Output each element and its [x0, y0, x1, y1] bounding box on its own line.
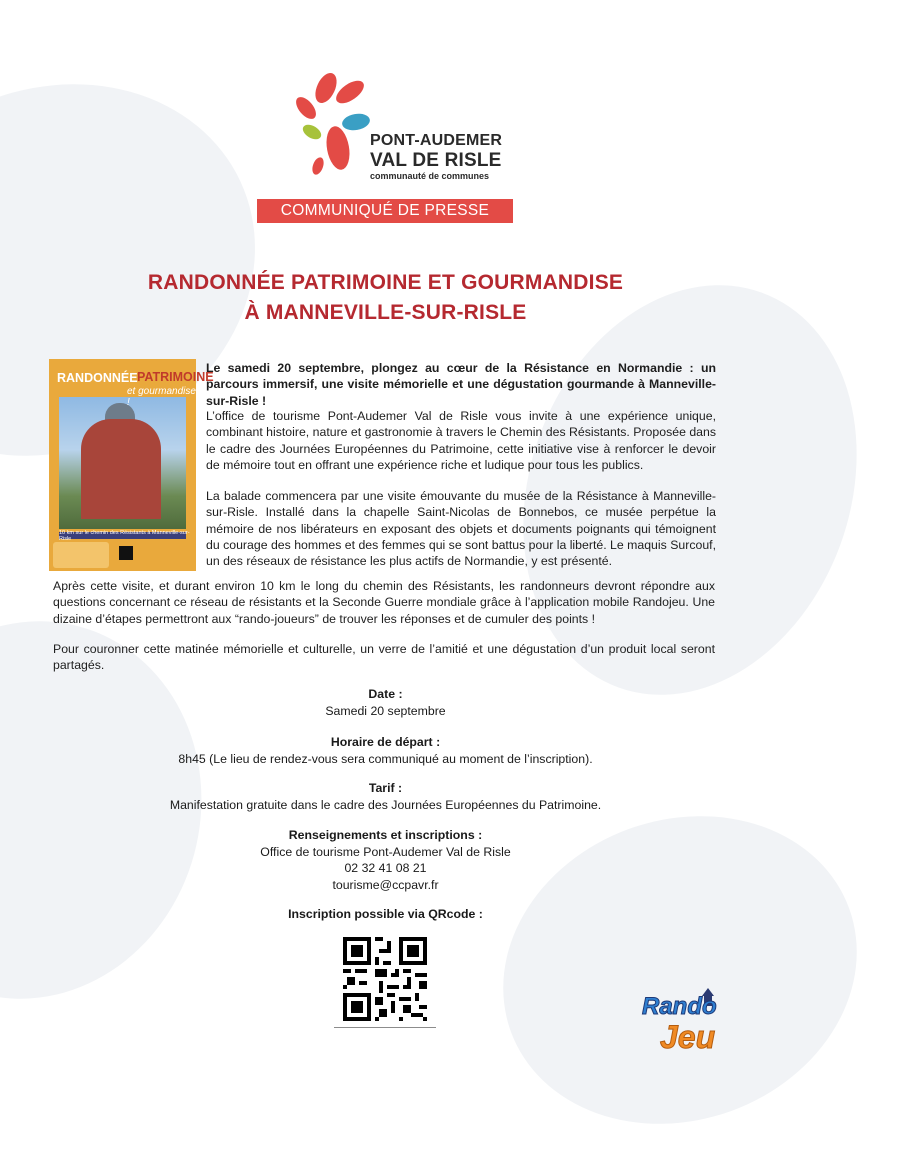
qr-code-icon[interactable] [343, 937, 427, 1021]
logo-line2: VAL DE RISLE [370, 150, 502, 171]
horaire-label: Horaire de départ : [330, 735, 441, 749]
date-label: Date : [368, 687, 403, 701]
logo-line1: PONT-AUDEMER [370, 132, 503, 149]
poster-qr-icon [119, 546, 133, 560]
intro-paragraph: Le samedi 20 septembre, plongez au cœur de la Résistance en Normandie : un parcours immersif, une visite mémorielle et une dégustation gourmande à Manneville-sur-Risle ! [206, 361, 716, 408]
contact-email[interactable]: tourisme@ccpavr.fr [332, 877, 439, 892]
event-poster-image [49, 359, 214, 571]
qr-block [0, 906, 771, 923]
horaire-value: 8h45 (Le lieu de rendez-vous sera communiqué au moment de l’inscription). [178, 751, 593, 766]
logo-line3: communauté de communes [370, 171, 490, 181]
contact-phone: 02 32 41 08 21 [344, 861, 427, 875]
press-release-badge: COMMUNIQUÉ DE PRESSE [257, 199, 513, 223]
cc-logo [292, 70, 512, 190]
tarif-value: Manifestation gratuite dans le cadre des Journées Européennes du Patrimoine. [169, 797, 602, 812]
paragraph-museum: La balade commencera par une visite émouvante du musée de la Résistance à Manneville-sur-Risle. Installé dans la chapelle Saint-Nicolas de Bonnebos, ce musée perpétue la mémoire de nos libérateurs en exposant des objets et documents poignants qui témoignent du courage des hommes et des femmes qui se sont battus pour la liberté. Le maquis Surcouf, un des réseaux de résistance les plus actifs de Normandie, y est présenté. [206, 489, 716, 569]
page-title-line1: RANDONNÉE PATRIMOINE ET GOURMANDISE [147, 271, 624, 294]
tarif-block [0, 780, 771, 813]
contact-block [0, 827, 771, 893]
contact-office: Office de tourisme Pont-Audemer Val de Risle [260, 844, 511, 859]
flower-logo-icon [292, 70, 372, 180]
paragraph-route: Après cette visite, et durant environ 10 km le long du chemin des Résistants, les randonneurs devront répondre aux questions concernant ce réseau de résistants et la Seconde Guerre mondiale grâce à l’application mobile Randojeu. Une dizaine d’étapes permettront aux “rando-joueurs” de trouver les réponses et de cumuler des points ! [53, 579, 715, 626]
poster-title-b: PATRIMOINE [137, 370, 214, 384]
contact-label: Renseignements et inscriptions : [288, 828, 483, 842]
poster-title-a: RANDONNÉE [57, 371, 138, 385]
jeu-word: Jeu [660, 1019, 716, 1055]
page-title-line2: À MANNEVILLE-SUR-RISLE [244, 301, 527, 324]
paragraph-office: L’office de tourisme Pont-Audemer Val de Risle vous invite à une expérience unique, combinant histoire, nature et gastronomie à travers le Chemin des Résistants. Proposée dans le cadre des Journées Européennes du Patrimoine, cette initiative vise à renforcer le devoir de mémoire tout en offrant une expérience riche et ludique pour tous les publics. [206, 409, 716, 472]
qr-label: Inscription possible via QRcode : [288, 907, 483, 921]
poster-band-text: 10 km sur le chemin des Résistants à Manneville-sur-Risle [59, 530, 190, 542]
horaire-block [0, 734, 771, 767]
rando-word: Rando [642, 993, 717, 1020]
randojeu-logo-icon [638, 982, 738, 1062]
poster-blurb [53, 542, 109, 568]
date-block [0, 686, 771, 719]
poster-subtitle: et gourmandise ! [127, 386, 196, 408]
paragraph-closing: Pour couronner cette matinée mémorielle et culturelle, un verre de l’amitié et une dégustation d’un produit local seront partagés. [53, 642, 715, 673]
tarif-label: Tarif : [368, 781, 403, 795]
date-value: Samedi 20 septembre [325, 703, 446, 718]
chapel-building [81, 419, 161, 519]
divider [334, 1027, 436, 1028]
